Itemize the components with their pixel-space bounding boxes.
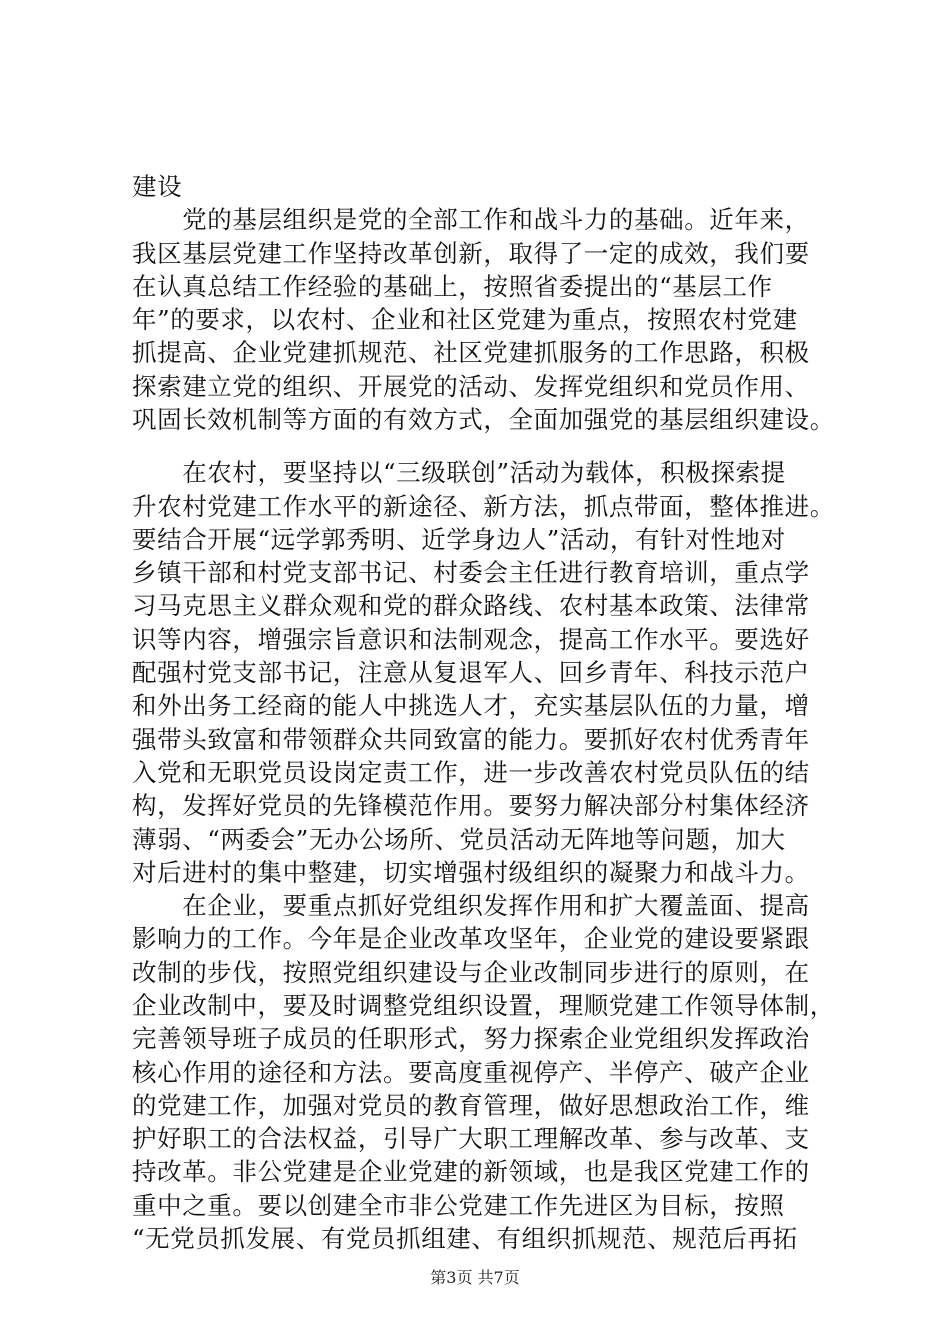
text-line: 乡镇干部和村党支部书记、村委会主任进行教育培训，重点学 (132, 558, 810, 587)
text-line: 强带头致富和带领群众共同致富的能力。要抓好农村优秀青年 (132, 725, 810, 754)
text-line: 企业改制中，要及时调整党组织设置，理顺党建工作领导体制， (132, 991, 835, 1020)
text-line: 升农村党建工作水平的新途径、新方法，抓点带面，整体推进。 (132, 492, 835, 521)
text-line: 抓提高、企业党建抓规范、社区党建抓服务的工作思路，积极 (132, 338, 810, 367)
text-line: 党的基层组织是党的全部工作和战斗力的基础。近年来， (132, 205, 810, 234)
text-line: 建设 (132, 172, 183, 201)
text-line: 在认真总结工作经验的基础上，按照省委提出的“基层工作 (132, 272, 773, 301)
text-line: 的党建工作，加强对党员的教育管理，做好思想政治工作，维 (132, 1091, 810, 1120)
text-line: 巩固长效机制等方面的有效方式，全面加强党的基层组织建设。 (132, 405, 835, 434)
text-line: 识等内容，增强宗旨意识和法制观念，提高工作水平。要选好 (132, 625, 810, 654)
text-line: 探索建立党的组织、开展党的活动、发挥党组织和党员作用、 (132, 372, 810, 401)
text-line: 核心作用的途径和方法。要高度重视停产、半停产、破产企业 (132, 1058, 810, 1087)
text-line: 重中之重。要以创建全市非公党建工作先进区为目标，按照 (132, 1191, 785, 1220)
text-line: 薄弱、“两委会”无办公场所、党员活动无阵地等问题，加大 (132, 825, 786, 854)
text-line: 护好职工的合法权益，引导广大职工理解改革、参与改革、支 (132, 1124, 810, 1153)
text-line: 持改革。非公党建是企业党建的新领域，也是我区党建工作的 (132, 1157, 810, 1186)
text-line: 完善领导班子成员的任职形式，努力探索企业党组织发挥政治 (132, 1024, 810, 1053)
text-line: 改制的步伐，按照党组织建设与企业改制同步进行的原则，在 (132, 958, 810, 987)
page-footer: 第3页 共7页 (430, 1268, 520, 1287)
text-line: 配强村党支部书记，注意从复退军人、回乡青年、科技示范户 (132, 658, 810, 687)
text-line: 构，发挥好党员的先锋模范作用。要努力解决部分村集体经济 (132, 791, 810, 820)
text-line: “无党员抓发展、有党员抓组建、有组织抓规范、规范后再拓 (132, 1224, 798, 1253)
text-line: 要结合开展“远学郭秀明、近学身边人”活动，有针对性地对 (132, 525, 786, 554)
text-line: 在农村，要坚持以“三级联创”活动为载体，积极探索提 (132, 458, 786, 487)
text-line: 我区基层党建工作坚持改革创新，取得了一定的成效，我们要 (132, 239, 810, 268)
text-line: 影响力的工作。今年是企业改革攻坚年，企业党的建设要紧跟 (132, 924, 810, 953)
text-line: 和外出务工经商的能人中挑选人才，充实基层队伍的力量，增 (132, 691, 810, 720)
text-line: 入党和无职党员设岗定责工作，进一步改善农村党员队伍的结 (132, 758, 810, 787)
text-line: 年”的要求，以农村、企业和社区党建为重点，按照农村党建 (132, 305, 798, 334)
text-line: 习马克思主义群众观和党的群众路线、农村基本政策、法律常 (132, 591, 810, 620)
text-line: 在企业，要重点抓好党组织发挥作用和扩大覆盖面、提高 (132, 891, 810, 920)
text-line: 对后进村的集中整建，切实增强村级组织的凝聚力和战斗力。 (132, 858, 810, 887)
